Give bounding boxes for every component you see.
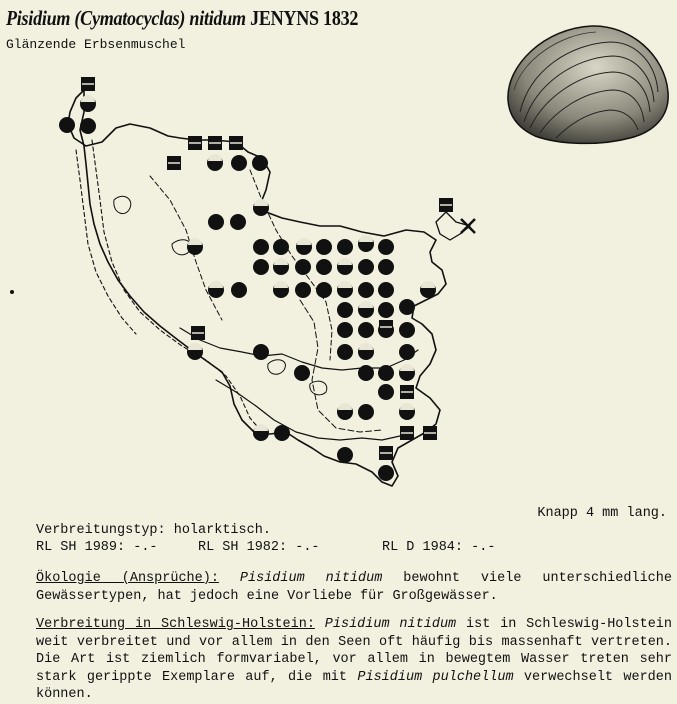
record-circle (230, 214, 246, 230)
record-square (400, 426, 414, 440)
record-circle (358, 282, 374, 298)
record-circle (337, 403, 353, 420)
record-circle (252, 155, 268, 171)
record-circle (337, 258, 353, 275)
record-square (379, 446, 393, 460)
record-circle (316, 239, 332, 255)
record-square (167, 156, 181, 170)
record-circle (273, 239, 289, 255)
record-square (400, 385, 414, 399)
record-square (423, 426, 437, 440)
record-circle (358, 404, 374, 420)
record-circle (253, 199, 269, 216)
record-circle (208, 214, 224, 230)
distribution-type: Verbreitungstyp: holarktisch. (36, 523, 271, 538)
record-circle (80, 118, 96, 134)
ecology-text: bewohnt viele unterschiedliche Gewässertypen, hat jedoch eine Vorliebe für Großgewässer. (36, 571, 672, 604)
record-circle (316, 282, 332, 298)
record-circle (273, 258, 289, 275)
record-circle (337, 281, 353, 298)
lake-4 (268, 360, 286, 375)
record-circle (59, 117, 75, 133)
record-circle (358, 235, 374, 252)
record-circle (337, 239, 353, 255)
record-circle (358, 365, 374, 381)
record-circle (358, 322, 374, 338)
map-dot (10, 290, 14, 294)
species-author: JENYNS 1832 (250, 6, 359, 30)
record-circle (378, 465, 394, 481)
record-cross (461, 219, 475, 233)
record-square (191, 326, 205, 340)
record-circle (295, 282, 311, 298)
red-list-sh-1982: RL SH 1982: -.- (198, 540, 320, 555)
east-shoreline (436, 212, 470, 240)
record-circle (80, 95, 96, 112)
record-circle (208, 281, 224, 298)
species-name: Pisidium (Cymatocyclas) nitidum (6, 6, 246, 30)
record-circle (378, 259, 394, 275)
record-circle (231, 155, 247, 171)
record-square (188, 136, 202, 150)
record-circle (337, 302, 353, 318)
record-square (208, 136, 222, 150)
record-circle (253, 239, 269, 255)
distribution-species: Pisidium nitidum (324, 617, 457, 632)
record-circle (337, 447, 353, 463)
ecology-heading: Ökologie (Ansprüche): (36, 571, 219, 586)
coast-west-islands-2 (76, 150, 136, 334)
distribution-paragraph (36, 616, 672, 704)
record-circle (274, 425, 290, 441)
record-circle (378, 365, 394, 381)
record-circle (399, 364, 415, 381)
lake-1 (114, 196, 131, 213)
lake-3 (310, 381, 327, 395)
record-circle (337, 322, 353, 338)
record-circle (399, 322, 415, 338)
distribution-text-1: ist in Schleswig-Holstein weit verbreitet und vor allem in den Seen oft häufig bis massenhaft vertreten. Die Art ist ziemlich formvariabel, vor allem in bewegtem Wasser treten sehr stark gerippte Exemplare auf, die mit (36, 617, 673, 685)
record-circle (253, 344, 269, 360)
record-circle (207, 154, 223, 171)
record-circle (187, 343, 203, 360)
record-circle (358, 259, 374, 275)
record-circle (378, 282, 394, 298)
record-circle (420, 281, 436, 298)
record-circle (296, 238, 312, 255)
record-circle (378, 302, 394, 318)
river-2 (150, 176, 222, 320)
ecology-species: Pisidium nitidum (239, 571, 383, 586)
record-circle (358, 343, 374, 360)
record-circle (399, 344, 415, 360)
record-square (81, 77, 95, 91)
red-list-sh-1989: RL SH 1989: -.- (36, 540, 158, 555)
distribution-heading: Verbreitung in Schleswig-Holstein: (36, 617, 315, 632)
size-note: Knapp 4 mm lang. (537, 506, 667, 521)
record-circle (295, 259, 311, 275)
record-circle (399, 299, 415, 315)
record-square (439, 198, 453, 212)
record-circle (358, 301, 374, 318)
ecology-paragraph (36, 570, 672, 605)
record-circle (253, 259, 269, 275)
record-circle (294, 365, 310, 381)
distribution-text-2: verwechselt werden können. (36, 669, 672, 702)
record-circle (378, 239, 394, 255)
record-circle (273, 281, 289, 298)
record-circle (253, 424, 269, 441)
record-circle (337, 344, 353, 360)
record-markers (59, 77, 475, 481)
record-square (379, 320, 393, 334)
distribution-species-2: Pisidium pulchellum (357, 669, 514, 685)
record-circle (316, 259, 332, 275)
record-circle (399, 403, 415, 420)
record-square (229, 136, 243, 150)
record-circle (231, 282, 247, 298)
red-list-d-1984: RL D 1984: -.- (382, 540, 496, 555)
record-circle (378, 384, 394, 400)
common-name: Glänzende Erbsenmuschel (6, 37, 186, 52)
